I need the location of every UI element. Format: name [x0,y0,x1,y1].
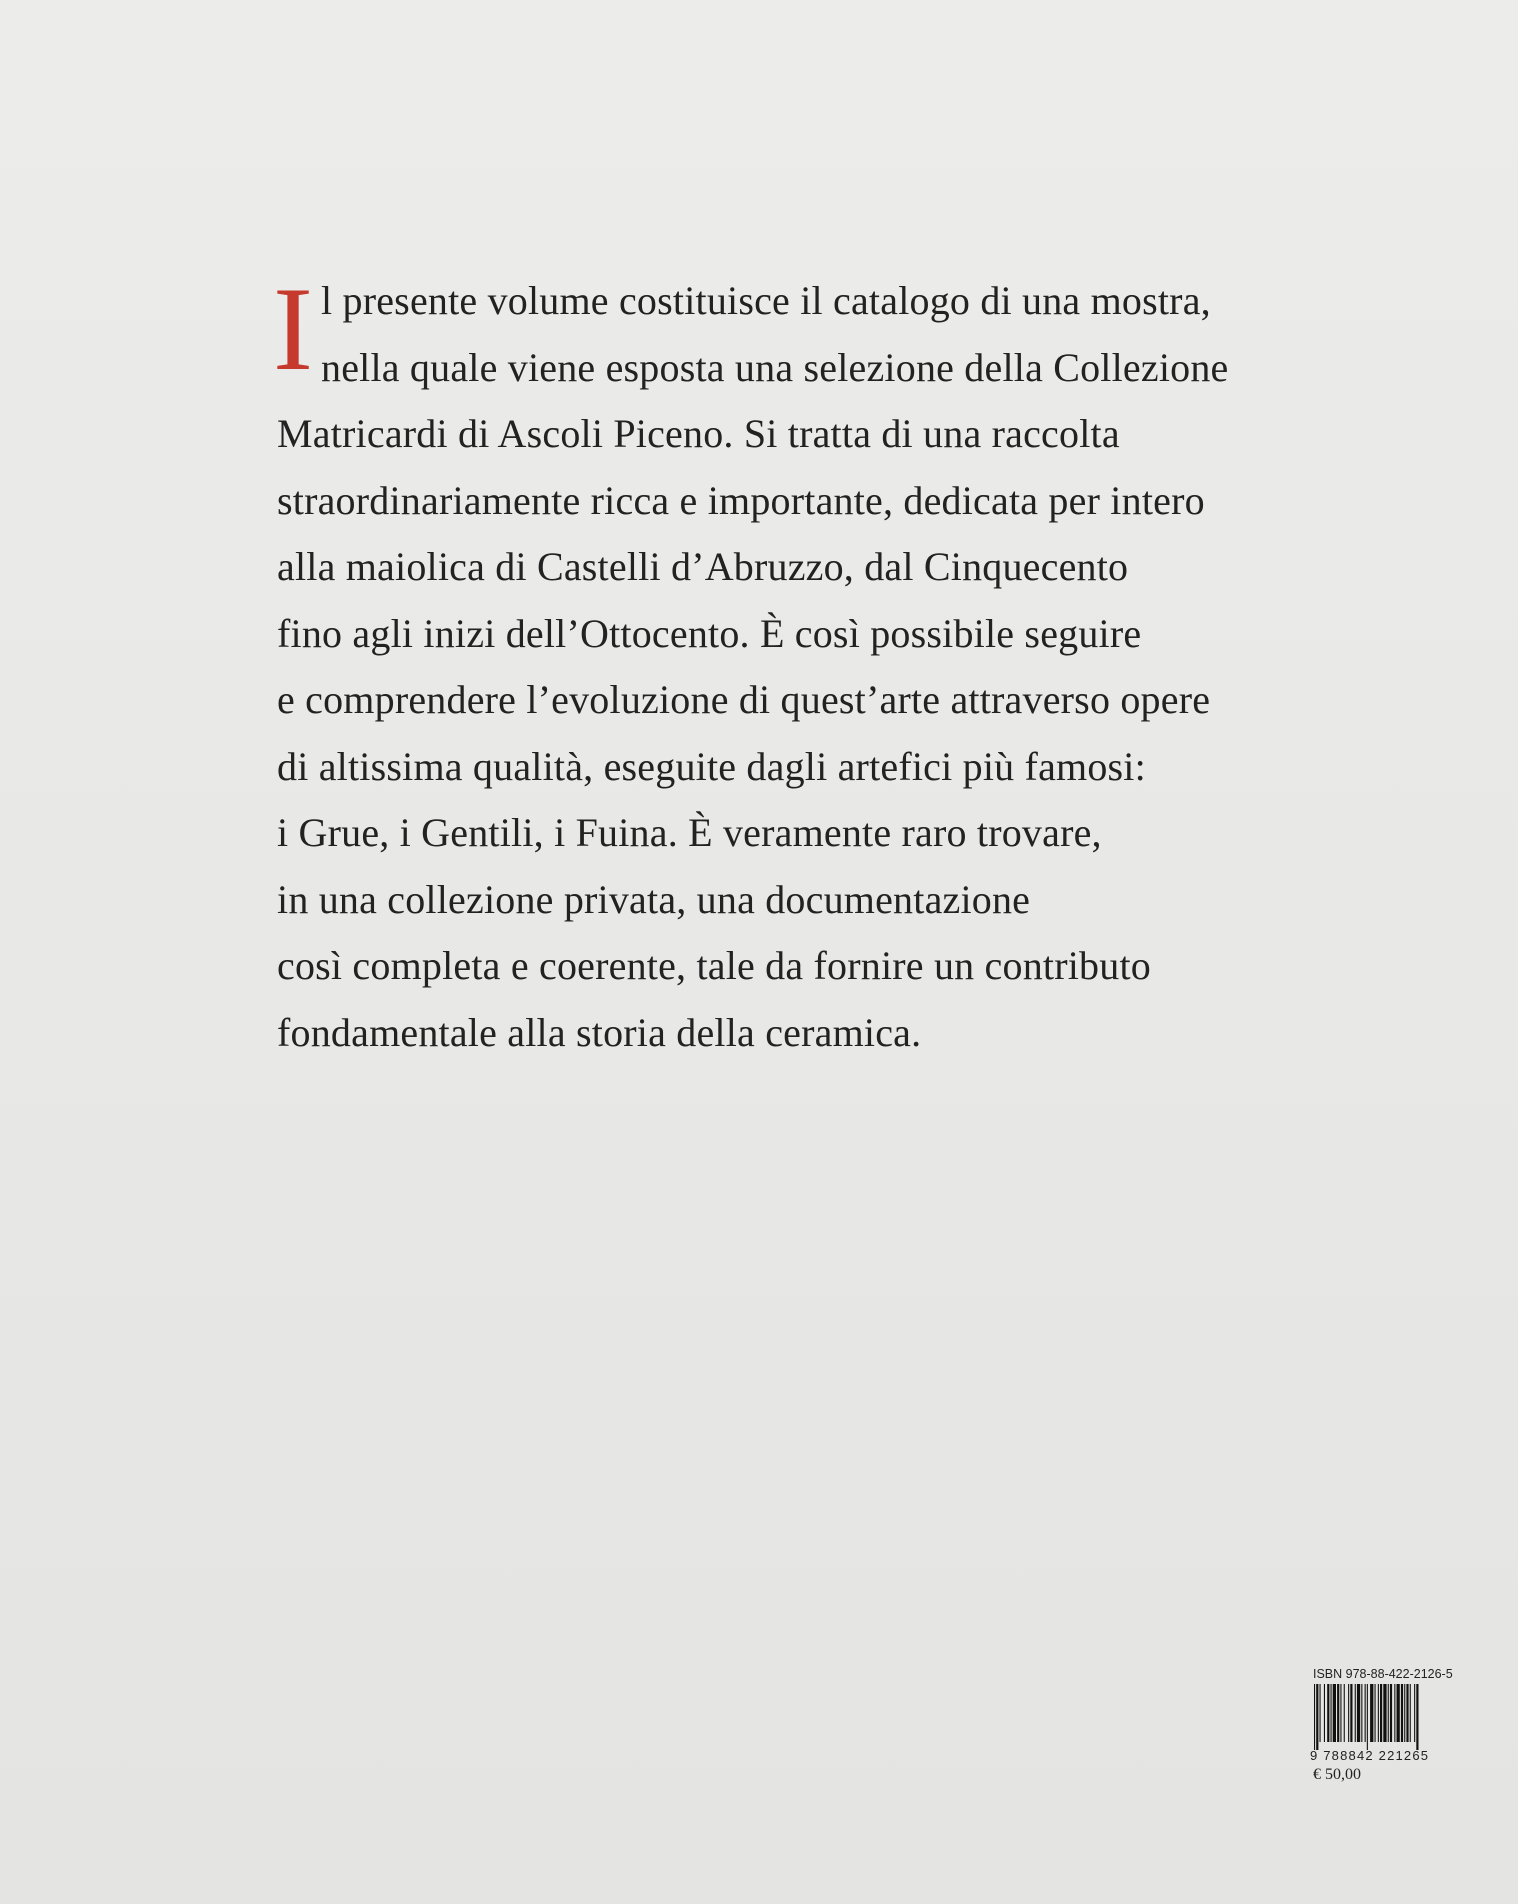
barcode-bar [1357,1684,1360,1742]
barcode-digits: 9 788842 221265 [1310,1748,1430,1763]
blurb-line-3: Matricardi di Ascoli Piceno. Si tratta di una raccolta [277,411,1120,456]
drop-cap: I [273,262,314,395]
barcode-bar [1331,1684,1332,1742]
blurb-line-7: e comprendere l’evoluzione di quest’arte attraverso opere [277,677,1211,722]
isbn-barcode-block [1310,1667,1460,1784]
barcode-bar [1324,1684,1325,1742]
isbn-text: ISBN 978-88-422-2126-5 [1313,1667,1453,1681]
barcode-bar [1337,1684,1339,1742]
blurb-line-12: fondamentale alla storia della ceramica. [277,1009,922,1055]
barcode-bar [1404,1684,1405,1742]
blurb-line-10: in una collezione privata, una documentazione [277,876,1031,922]
barcode-bar [1320,1684,1321,1742]
blurb-line-5: alla maiolica di Castelli d’Abruzzo, dal Cinquecento [277,544,1129,589]
barcode-image [1310,1684,1458,1750]
barcode-bar [1365,1684,1366,1742]
barcode-bar [1414,1684,1415,1742]
barcode-bar [1378,1684,1379,1742]
barcode-bar [1355,1684,1356,1742]
barcode-bar [1383,1684,1386,1742]
barcode-bar [1375,1684,1376,1742]
barcode-bar [1361,1684,1362,1742]
barcode-bar [1397,1684,1400,1742]
barcode-bar [1350,1684,1352,1742]
barcode-bar [1333,1684,1336,1742]
blurb-line-9: i Grue, i Gentili, i Fuina. È veramente raro trovare, [277,810,1102,855]
blurb-line-4: straordinariamente ricca e importante, dedicata per intero [277,477,1205,523]
barcode-bar [1327,1684,1329,1742]
barcode-bar [1380,1684,1382,1742]
barcode-bar [1367,1684,1368,1750]
blurb-line-6: fino agli inizi dell’Ottocento. È così possibile seguire [277,610,1142,656]
barcode-bar [1406,1684,1408,1742]
barcode-bar [1388,1684,1389,1742]
blurb-line-1-text: l presente volume costituisce il catalogo di una mostra, [321,278,1211,323]
price-label: € 50,00 [1313,1766,1361,1783]
barcode-bar [1316,1684,1318,1750]
blurb-line-8: di altissima qualità, eseguite dagli artefici più famosi: [277,743,1146,789]
barcode-bar [1314,1684,1315,1750]
barcode-bar [1370,1684,1373,1742]
blurb-line-11: così completa e coerente, tale da fornire un contributo [277,943,1151,988]
blurb-line-2: nella quale viene esposta una selezione della Collezione [321,344,1229,390]
barcode-bar [1340,1684,1341,1742]
barcode-bar [1348,1684,1349,1742]
barcode-bar [1416,1684,1418,1750]
cover-blurb [273,262,1277,1066]
barcode-bar [1390,1684,1392,1742]
barcode-bar [1344,1684,1345,1742]
barcode-bar [1401,1684,1403,1742]
barcode-bar [1394,1684,1395,1742]
barcode-bar [1410,1684,1411,1742]
